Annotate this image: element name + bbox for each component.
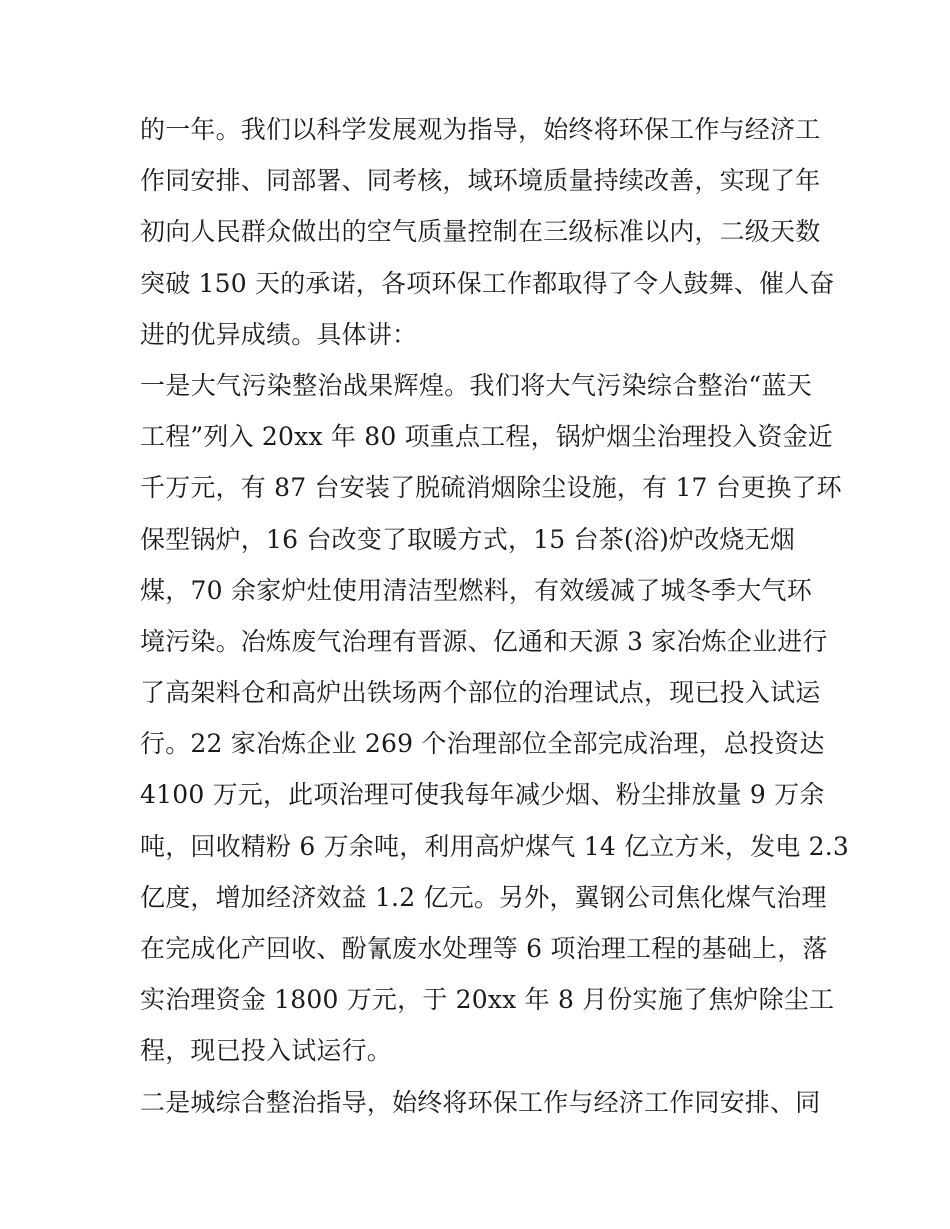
text-line: 吨，回收精粉 6 万余吨，利用高炉煤气 14 亿立方米，发电 2.3 [140, 831, 850, 861]
text-line: 在完成化产回收、酚氰废水处理等 6 项治理工程的基础上，落 [140, 934, 828, 963]
text-line: 了高架料仓和高炉出铁场两个部位的治理试点，现已投入试运 [140, 678, 821, 708]
text-line: 保型锅炉，16 台改变了取暖方式，15 台茶(浴)炉改烧无烟 [140, 524, 796, 554]
text-line: 初向人民群众做出的空气质量控制在三级标准以内，二级天数 [140, 217, 821, 247]
text-line: 煤，70 余家炉灶使用清洁型燃料，有效缓减了城冬季大气环 [140, 575, 812, 605]
text-line: 作同安排、同部署、同考核，域环境质量持续改善，实现了年 [140, 166, 821, 196]
text-line: 程，现已投入试运行。 [140, 1036, 393, 1066]
text-line: 二是城综合整治指导，始终将环保工作与经济工作同安排、同 [140, 1087, 821, 1117]
text-line: 工程”列入 20xx 年 80 项重点工程，锅炉烟尘治理投入资金近 [140, 422, 833, 452]
text-line: 千万元，有 87 台安装了脱硫消烟除尘设施，有 17 台更换了环 [140, 473, 842, 503]
text-line: 实治理资金 1800 万元，于 20xx 年 8 月份实施了焦炉除尘工 [140, 985, 835, 1015]
text-line: 境污染。冶炼废气治理有晋源、亿通和天源 3 家冶炼企业进行 [140, 626, 828, 656]
text-line: 进的优异成绩。具体讲： [140, 319, 418, 349]
text-line: 亿度，增加经济效益 1.2 亿元。另外，翼钢公司焦化煤气治理 [140, 882, 827, 912]
body-text [140, 104, 850, 1128]
text-line: 4100 万元，此项治理可使我每年减少烟、粉尘排放量 9 万余 [140, 780, 825, 810]
text-line: 的一年。我们以科学发展观为指导，始终将环保工作与经济工 [140, 115, 821, 144]
text-line: 突破 150 天的承诺，各项环保工作都取得了令人鼓舞、催人奋 [140, 268, 835, 298]
text-line: 行。22 家冶炼企业 269 个治理部位全部完成治理，总投资达 [140, 729, 825, 759]
text-line: 一是大气污染整治战果辉煌。我们将大气污染综合整治“蓝天 [140, 370, 812, 400]
